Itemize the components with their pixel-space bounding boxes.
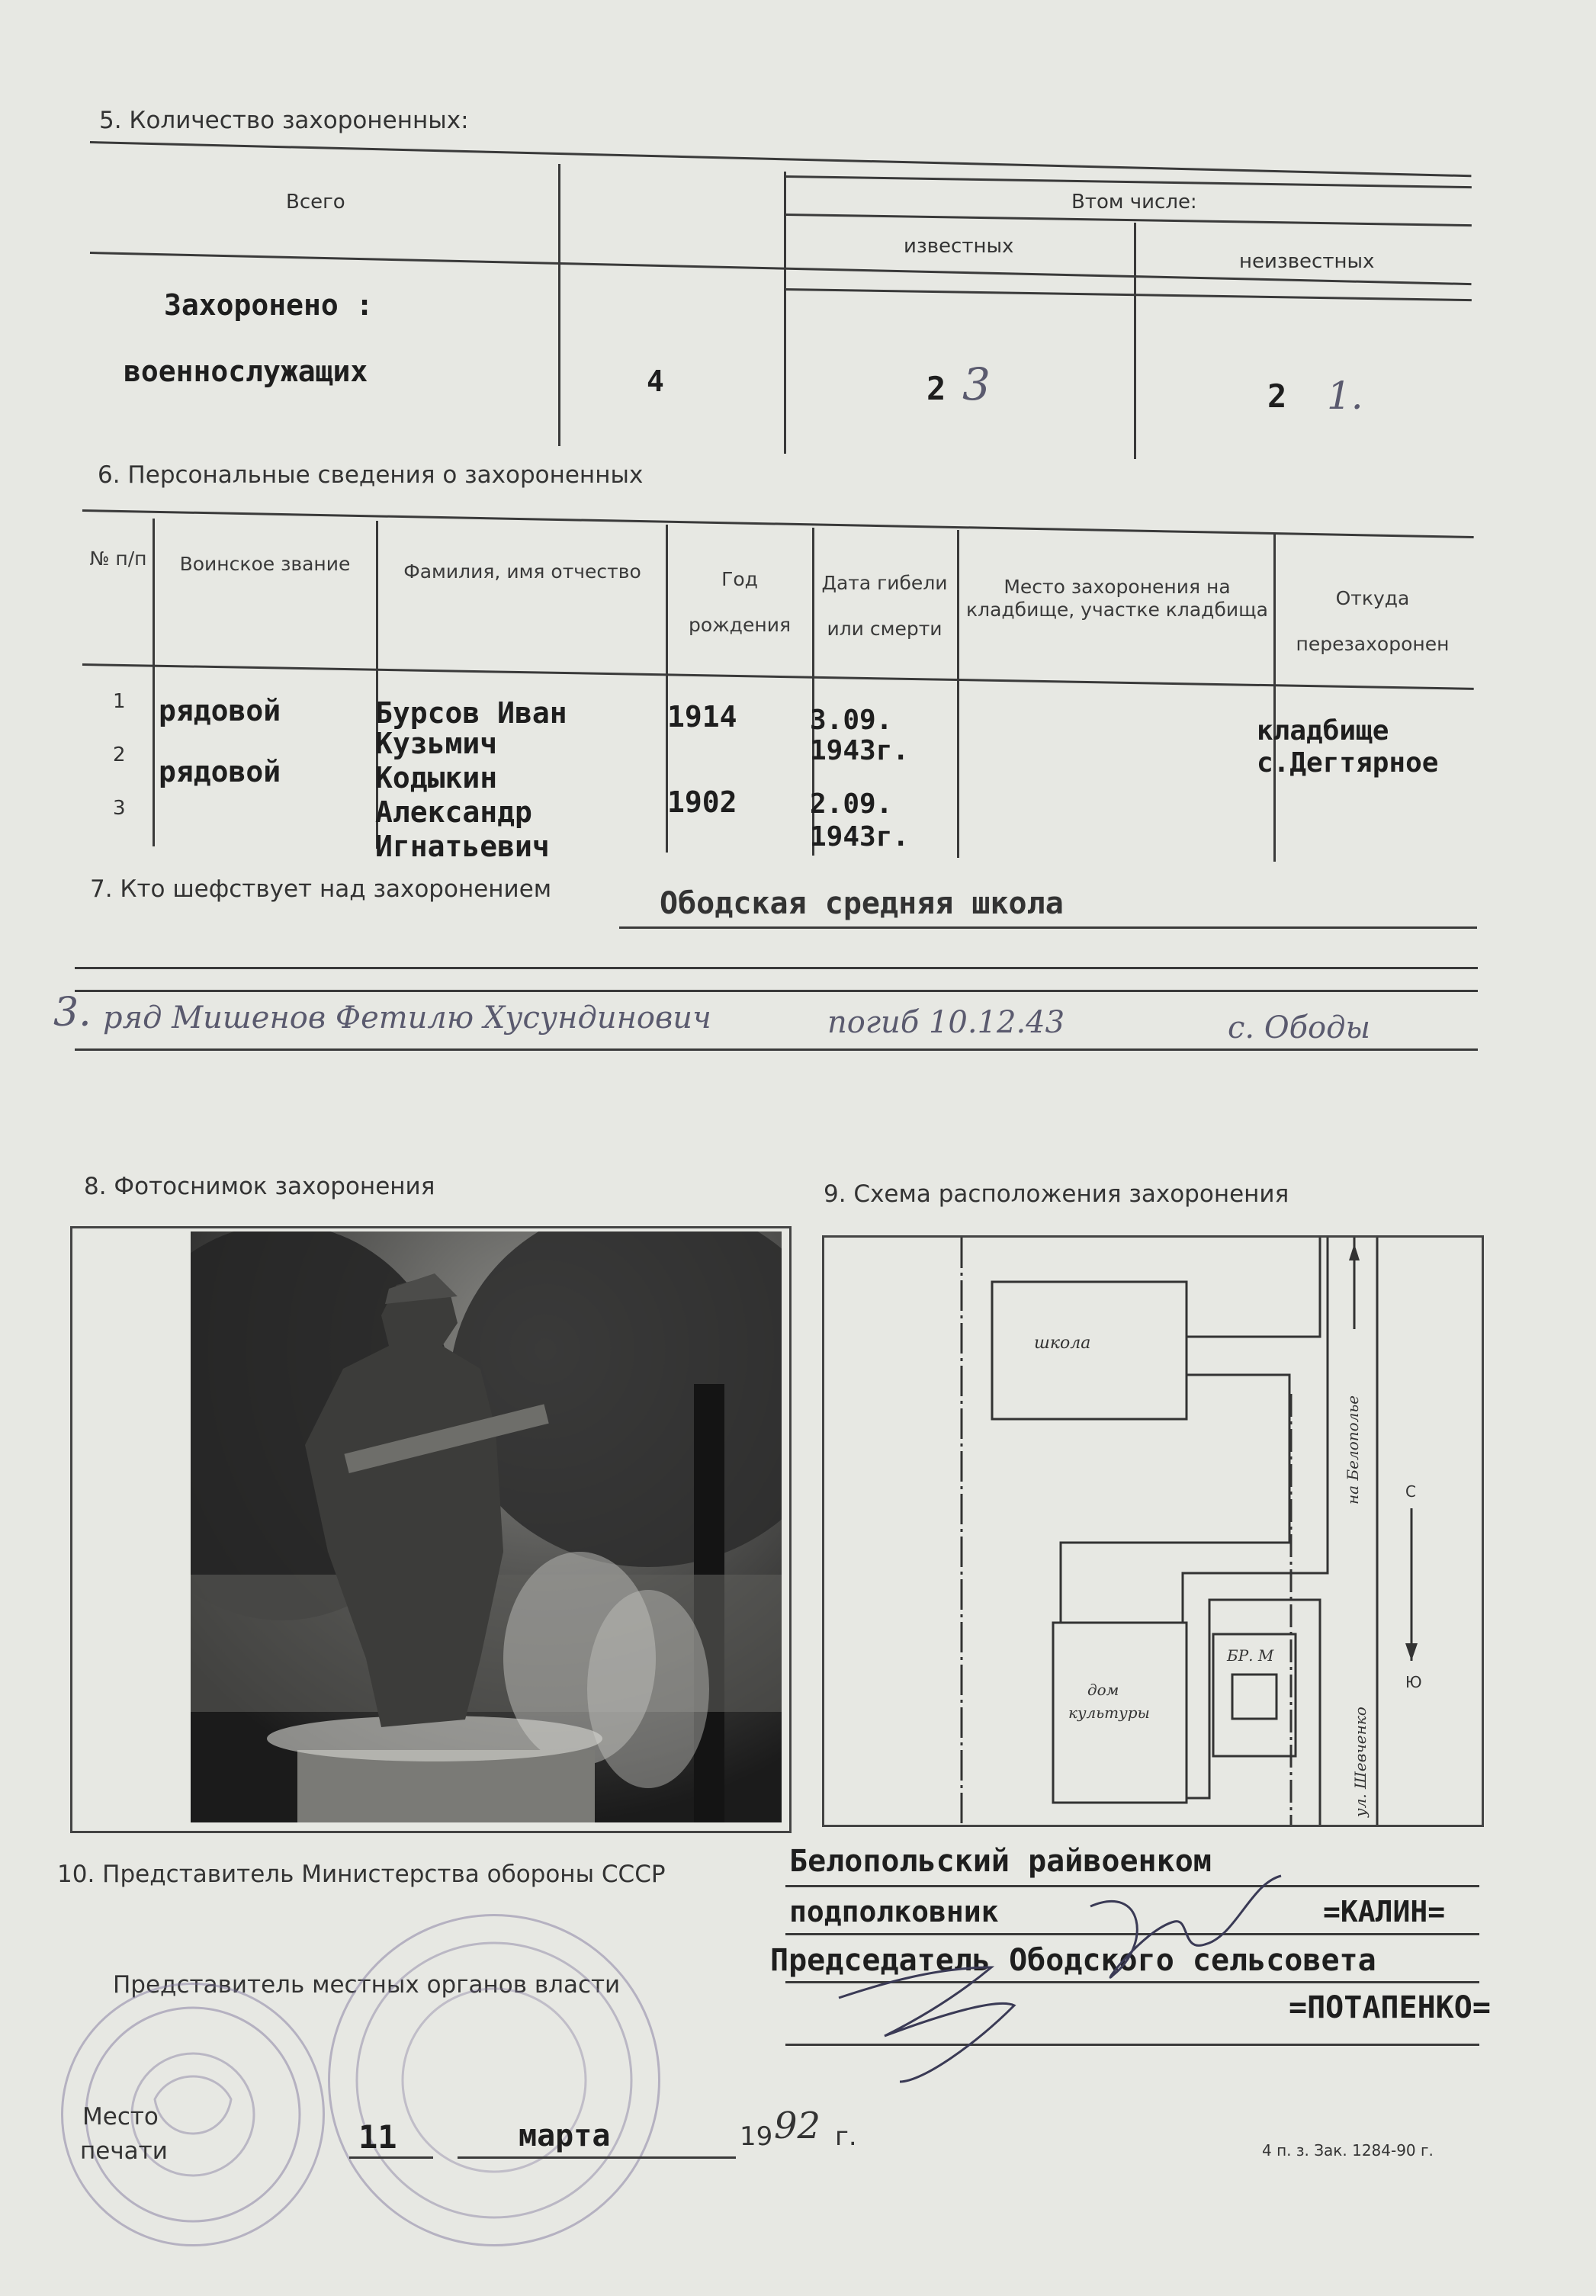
date-year-suffix: 92	[774, 2105, 821, 2147]
date-month: марта	[519, 2118, 611, 2153]
death-date-2-year: 1943г.	[810, 821, 910, 853]
unknown-count-hand: 1.	[1327, 374, 1363, 418]
col-known-header: известных	[904, 235, 1014, 258]
table5-col-rule	[784, 172, 786, 454]
header-birth-year: Год рождения	[689, 568, 791, 636]
school-label: школа	[1034, 1334, 1091, 1353]
table6-col-rule	[153, 519, 155, 846]
handwritten-signatures	[824, 1853, 1312, 2097]
table6-col-rule	[957, 530, 959, 858]
col-unknown-header: неизвестных	[1239, 250, 1375, 273]
north-label: С	[1405, 1482, 1416, 1501]
seal-place-label-2: печати	[80, 2137, 168, 2165]
south-label: Ю	[1405, 1673, 1422, 1691]
death-date-2-day: 2.09.	[810, 788, 893, 820]
col-including-header: Втом числе:	[1071, 191, 1197, 214]
seal-place-label-1: Место	[82, 2103, 159, 2131]
local-representative-line1: Председатель Ободского сельсовета	[770, 1943, 1376, 1978]
header-number: № п/п	[89, 548, 147, 570]
blank-rule	[75, 990, 1478, 992]
name-line-4: Александр	[375, 795, 532, 829]
table5-sub-rule	[785, 175, 1472, 188]
patron-underline	[619, 926, 1477, 929]
row-number-3: 3	[113, 797, 126, 820]
street-belopolye-label: на Белополье	[1344, 1395, 1362, 1504]
name-line-3: Кодыкин	[375, 761, 498, 795]
handwritten-index: 3.	[53, 990, 92, 1036]
known-count-hand: 3	[962, 358, 991, 410]
name-line-2: Кузьмич	[375, 727, 498, 760]
table5-col-rule	[558, 164, 560, 446]
scheme-frame	[822, 1235, 1484, 1827]
military-commissariat-stamp	[328, 1914, 660, 2246]
handwritten-soldier: ряд Мишенов Фетилю Хусундинович	[103, 1000, 711, 1036]
section5-title: 5. Количество захороненных:	[99, 107, 469, 134]
date-month-rule	[458, 2156, 736, 2159]
date-year-word: г.	[835, 2121, 857, 2152]
section10-local-label: Представитель местных органов власти	[113, 1971, 621, 1999]
house-of-culture-label-1: дом	[1087, 1681, 1119, 1699]
table5-top-rule	[90, 141, 1472, 177]
date-day: 11	[358, 2118, 397, 2156]
patron-value: Ободская средняя школа	[660, 886, 1064, 921]
row-label-soldiers: военнослужащих	[124, 355, 368, 388]
rank-2: рядовой	[159, 755, 281, 788]
house-of-culture-label-2: культуры	[1068, 1704, 1150, 1722]
unknown-count-typed: 2	[1267, 377, 1287, 415]
header-burial-place: Место захоронения на кладбище, участке кладбища	[965, 576, 1268, 621]
date-year-prefix: 19	[740, 2121, 773, 2152]
birth-year-2: 1902	[667, 785, 737, 819]
table5-col-rule	[1134, 223, 1136, 459]
street-shevchenko-label: ул. Шевченко	[1351, 1707, 1370, 1817]
table5-sub-rule	[785, 288, 1472, 301]
mo-representative-line1: Белопольский райвоенком	[789, 1844, 1212, 1879]
handwritten-village: с. Ободы	[1228, 1010, 1371, 1045]
rank-1: рядовой	[159, 694, 281, 727]
row-number-1: 1	[113, 690, 126, 713]
row-label-buried: Захоронено :	[164, 288, 374, 322]
table6-col-rule	[1273, 534, 1276, 862]
col-total-header: Всего	[286, 191, 345, 214]
section9-title: 9. Схема расположения захоронения	[824, 1180, 1289, 1208]
section6-title: 6. Персональные сведения о захороненных	[98, 461, 644, 489]
reburied-from-1: кладбище	[1257, 715, 1389, 747]
handwritten-death-date: погиб 10.12.43	[827, 1005, 1065, 1040]
row-number-2: 2	[113, 743, 126, 766]
header-death-date: Дата гибели или смерти	[821, 572, 948, 640]
burial-location-diagram	[824, 1238, 1482, 1825]
section10-mo-label: 10. Представитель Министерства обороны СССР	[57, 1861, 666, 1888]
table5-sub-rule	[785, 214, 1472, 226]
death-date-1-year: 1943г.	[810, 735, 910, 766]
local-representative-name: =ПОТАПЕНКО=	[1289, 1990, 1491, 2025]
birth-year-1: 1914	[667, 700, 737, 734]
seal-rings	[330, 1916, 658, 2244]
name-line-5: Игнатьевич	[375, 830, 550, 863]
burial-photo	[191, 1231, 782, 1822]
section7-label: 7. Кто шефствует над захоронением	[90, 875, 552, 903]
name-line-1: Бурсов Иван	[375, 696, 567, 730]
blank-rule	[75, 1048, 1478, 1051]
header-name: Фамилия, имя отчество	[403, 560, 641, 583]
reburied-from-2: с.Дегтярное	[1257, 747, 1439, 779]
mass-grave-label: БР. М	[1227, 1646, 1274, 1665]
blank-rule	[75, 967, 1478, 969]
header-reburied-from: Откуда перезахоронен	[1296, 587, 1450, 655]
mo-representative-name: =КАЛИН=	[1323, 1895, 1446, 1928]
print-code: 4 п. з. Зак. 1284-90 г.	[1262, 2141, 1434, 2160]
date-day-rule	[349, 2156, 433, 2159]
death-date-1-day: 3.09.	[810, 705, 893, 736]
section8-title: 8. Фотоснимок захоронения	[84, 1173, 435, 1200]
monument-photo-image	[191, 1231, 782, 1822]
header-rank: Воинское звание	[179, 553, 351, 575]
mo-representative-line2: подполковник	[789, 1895, 999, 1928]
table6-top-rule	[82, 509, 1474, 538]
total-count: 4	[647, 364, 664, 398]
known-count-typed: 2	[926, 370, 946, 407]
table6-header-rule	[82, 663, 1474, 690]
